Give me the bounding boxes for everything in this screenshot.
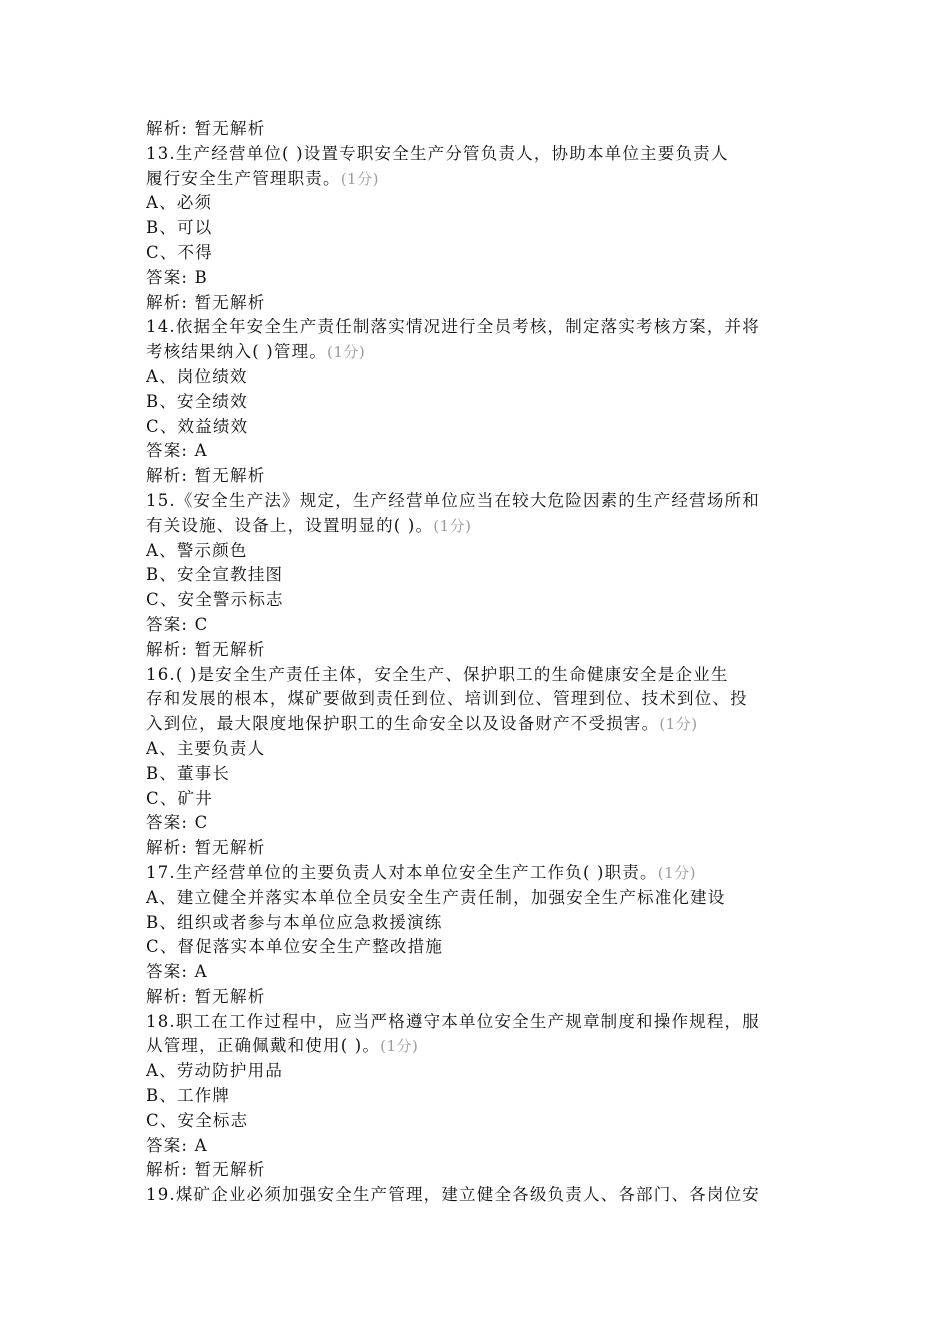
line-text: 解析: 暂无解析 bbox=[146, 986, 266, 1006]
line-text: 解析: 暂无解析 bbox=[146, 292, 266, 312]
text-line bbox=[146, 886, 812, 911]
line-text: 解析: 暂无解析 bbox=[146, 466, 266, 486]
line-text: 存和发展的根本，煤矿要做到责任到位、培训到位、管理到位、技术到位、投 bbox=[146, 689, 748, 709]
line-text: 答案: C bbox=[146, 813, 209, 833]
line-text: A、建立健全并落实本单位全员安全生产责任制，加强安全生产标准化建设 bbox=[146, 887, 726, 907]
text-line bbox=[146, 117, 812, 142]
text-line bbox=[146, 464, 812, 489]
text-line bbox=[146, 1109, 812, 1134]
text-line bbox=[146, 787, 812, 812]
line-text: C、安全警示标志 bbox=[146, 590, 284, 610]
text-line bbox=[146, 539, 812, 564]
line-text: 有关设施、设备上，设置明显的( )。 bbox=[146, 515, 434, 535]
line-text: B、董事长 bbox=[146, 763, 231, 783]
score-label: (1分) bbox=[433, 516, 472, 535]
line-text: 答案: A bbox=[146, 962, 208, 982]
line-text: A、岗位绩效 bbox=[146, 366, 248, 386]
line-text: A、劳动防护用品 bbox=[146, 1061, 284, 1081]
text-line bbox=[146, 340, 812, 365]
text-line bbox=[146, 216, 812, 241]
text-line bbox=[146, 266, 812, 291]
text-line bbox=[146, 737, 812, 762]
line-text: 履行安全生产管理职责。 bbox=[146, 168, 341, 188]
text-line bbox=[146, 960, 812, 985]
text-line bbox=[146, 415, 812, 440]
text-line bbox=[146, 291, 812, 316]
line-text: A、警示颜色 bbox=[146, 540, 248, 560]
text-line bbox=[146, 861, 812, 886]
text-line bbox=[146, 762, 812, 787]
text-line bbox=[146, 687, 812, 712]
line-text: 14.依据全年安全生产责任制落实情况进行全员考核，制定落实考核方案，并将 bbox=[146, 317, 760, 337]
score-label: (1分) bbox=[340, 169, 379, 188]
line-text: 19.煤矿企业必须加强安全生产管理，建立健全各级负责人、各部门、各岗位安 bbox=[146, 1185, 760, 1205]
text-line bbox=[146, 1059, 812, 1084]
line-text: 答案: B bbox=[146, 267, 208, 287]
text-line bbox=[146, 935, 812, 960]
text-line bbox=[146, 638, 812, 663]
line-text: C、督促落实本单位安全生产整改措施 bbox=[146, 937, 444, 957]
text-line bbox=[146, 1134, 812, 1159]
text-line bbox=[146, 911, 812, 936]
line-text: 答案: C bbox=[146, 614, 209, 634]
line-text: C、安全标志 bbox=[146, 1110, 249, 1130]
text-line bbox=[146, 613, 812, 638]
line-text: 解析: 暂无解析 bbox=[146, 639, 266, 659]
text-line bbox=[146, 241, 812, 266]
text-line bbox=[146, 167, 812, 192]
score-label: (1分) bbox=[327, 343, 366, 362]
line-text: B、工作牌 bbox=[146, 1086, 231, 1106]
text-line bbox=[146, 663, 812, 688]
text-line bbox=[146, 1084, 812, 1109]
text-line bbox=[146, 985, 812, 1010]
text-line bbox=[146, 489, 812, 514]
line-text: 答案: A bbox=[146, 441, 208, 461]
text-line bbox=[146, 1183, 812, 1208]
text-line bbox=[146, 439, 812, 464]
line-text: A、必须 bbox=[146, 193, 213, 213]
text-line bbox=[146, 390, 812, 415]
line-text: 解析: 暂无解析 bbox=[146, 1160, 266, 1180]
text-line bbox=[146, 514, 812, 539]
text-line bbox=[146, 315, 812, 340]
score-label: (1分) bbox=[659, 715, 698, 734]
text-line bbox=[146, 365, 812, 390]
line-text: 解析: 暂无解析 bbox=[146, 119, 266, 138]
line-text: C、效益绩效 bbox=[146, 416, 249, 436]
line-text: 考核结果纳入( )管理。 bbox=[146, 342, 328, 362]
text-line bbox=[146, 836, 812, 861]
line-text: B、组织或者参与本单位应急救援演练 bbox=[146, 912, 443, 932]
text-line bbox=[146, 191, 812, 216]
text-line bbox=[146, 1158, 812, 1183]
score-label: (1分) bbox=[657, 863, 697, 882]
line-text: 入到位，最大限度地保护职工的生命安全以及设备财产不受损害。 bbox=[146, 714, 660, 734]
text-line bbox=[146, 588, 812, 613]
line-text: 15.《安全生产法》规定，生产经营单位应当在较大危险因素的生产经营场所和 bbox=[146, 490, 760, 510]
line-text: B、安全宣教挂图 bbox=[146, 565, 284, 585]
line-text: 答案: A bbox=[146, 1135, 208, 1155]
line-text: A、主要负责人 bbox=[146, 738, 266, 758]
text-line bbox=[146, 563, 812, 588]
text-line bbox=[146, 142, 812, 167]
document-page bbox=[146, 117, 812, 1208]
line-text: 从管理，正确佩戴和使用( )。 bbox=[146, 1036, 381, 1056]
line-text: C、不得 bbox=[146, 242, 213, 262]
line-text: 解析: 暂无解析 bbox=[146, 838, 266, 858]
line-text: 13.生产经营单位( )设置专职安全生产分管负责人，协助本单位主要负责人 bbox=[146, 143, 729, 163]
line-text: B、安全绩效 bbox=[146, 391, 248, 411]
text-line bbox=[146, 712, 812, 737]
line-text: 18.职工在工作过程中，应当严格遵守本单位安全生产规章制度和操作规程，服 bbox=[146, 1011, 760, 1031]
line-text: 17.生产经营单位的主要负责人对本单位安全生产工作负( )职责。 bbox=[146, 862, 658, 882]
line-text: B、可以 bbox=[146, 218, 213, 238]
text-line bbox=[146, 811, 812, 836]
text-line bbox=[146, 1034, 812, 1059]
line-text: 16.( )是安全生产责任主体，安全生产、保护职工的生命健康安全是企业生 bbox=[146, 664, 729, 684]
line-text: C、矿井 bbox=[146, 788, 213, 808]
text-line bbox=[146, 1010, 812, 1035]
score-label: (1分) bbox=[380, 1037, 419, 1056]
